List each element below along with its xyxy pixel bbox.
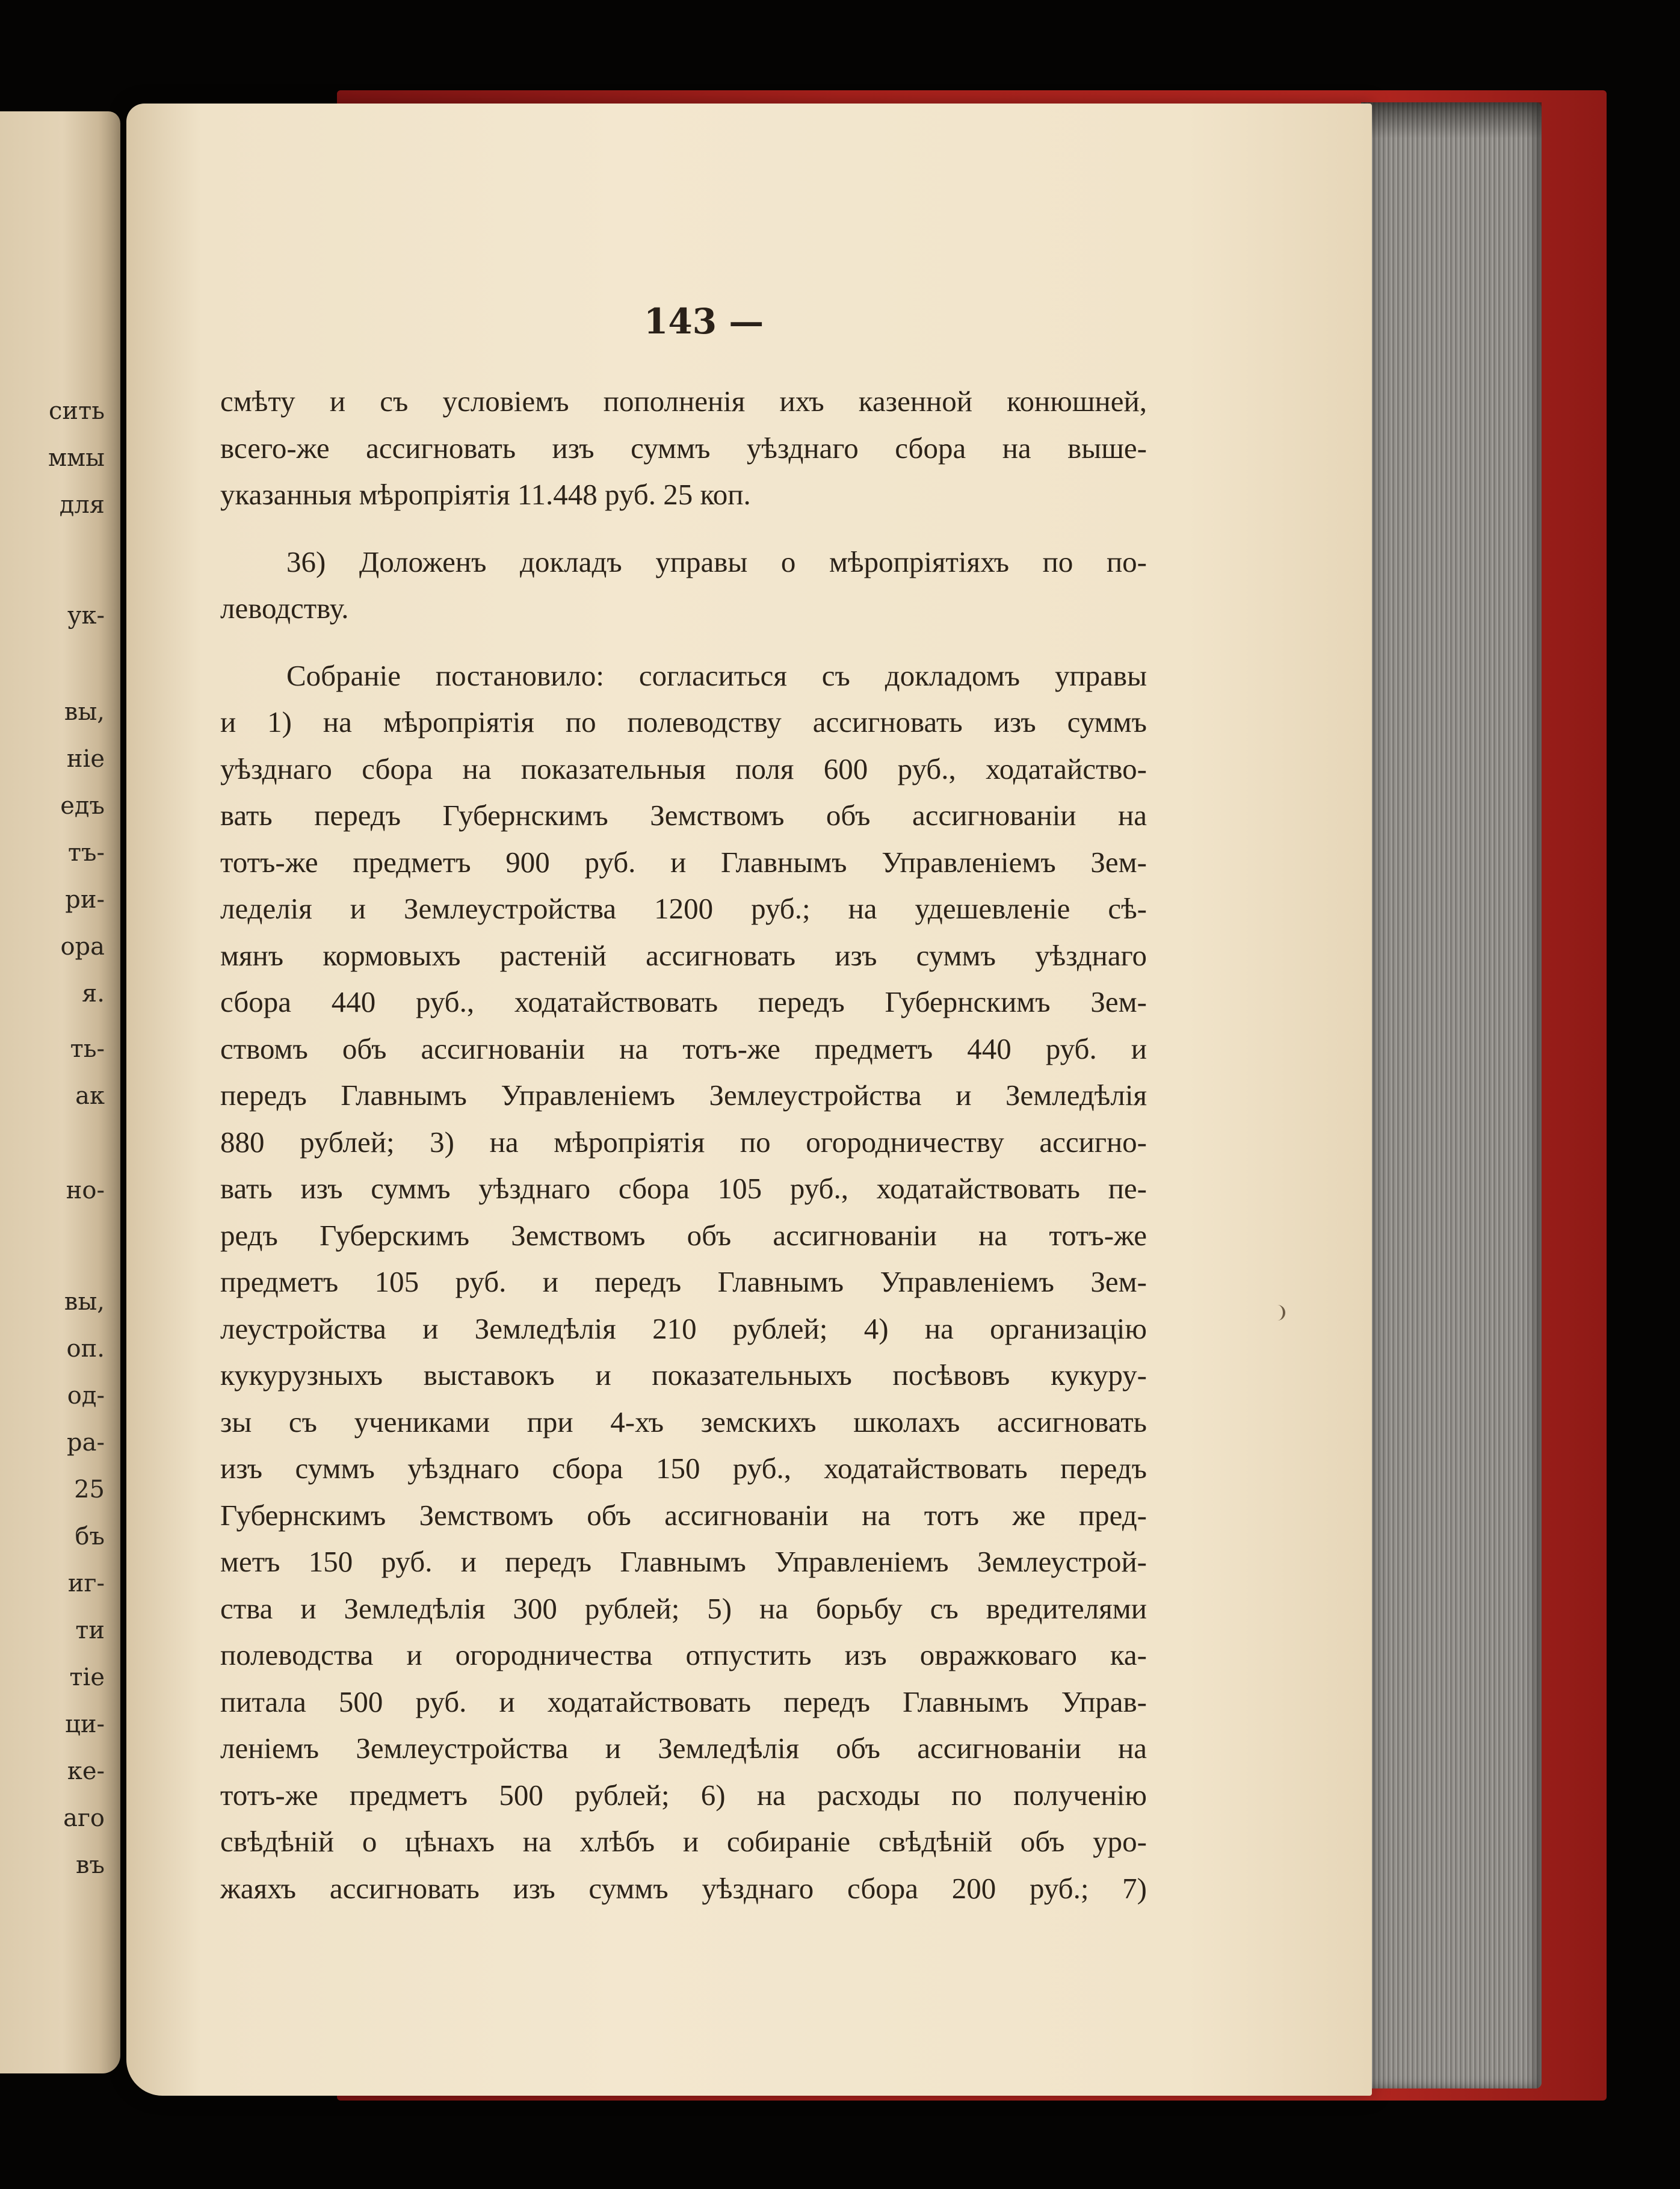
text-line: ствомъ объ ассигнованіи на тотъ-же предметъ 440 руб. и xyxy=(220,1032,1147,1065)
text-line: леводству. xyxy=(220,592,349,625)
previous-page-fragment: ри- xyxy=(65,886,105,914)
text-line: Собраніе постановило: согласиться съ докладомъ управы xyxy=(286,658,1147,692)
text-line: тотъ-же предметъ 500 рублей; 6) на расходы по полученію xyxy=(220,1778,1147,1812)
text-line: предметъ 105 руб. и передъ Главнымъ Управленіемъ Зем- xyxy=(220,1265,1147,1298)
text-line: леделія и Землеустройства 1200 руб.; на удешевленіе сѣ- xyxy=(220,892,1147,925)
text-line: метъ 150 руб. и передъ Главнымъ Управленіемъ Землеустрой- xyxy=(220,1545,1147,1578)
text-line: передъ Главнымъ Управленіемъ Землеустройства и Земледѣлія xyxy=(220,1079,1147,1112)
previous-page-fragment: ук- xyxy=(67,602,105,630)
page-number: 143 — xyxy=(644,301,764,342)
previous-page-fragment: ть- xyxy=(70,1035,105,1063)
text-line: мянъ кормовыхъ растеній ассигновать изъ суммъ уѣзднаго xyxy=(220,938,1147,972)
previous-page-fragment: вы, xyxy=(64,1288,105,1316)
previous-page-fragment: тъ- xyxy=(67,839,105,867)
text-line: 36) Доложенъ докладъ управы о мѣропріятіяхъ по по- xyxy=(286,545,1147,578)
previous-page-fragment: ра- xyxy=(67,1429,105,1457)
text-line: всего-же ассигновать изъ суммъ уѣзднаго сбора на выше- xyxy=(220,431,1147,465)
previous-page-fragment: вы, xyxy=(64,698,105,726)
text-line: свѣдѣній о цѣнахъ на хлѣбъ и собираніе свѣдѣній объ уро- xyxy=(220,1825,1147,1858)
page-edges xyxy=(1361,102,1542,2088)
previous-page-fragment: оп. xyxy=(66,1335,105,1363)
page-body xyxy=(220,378,1147,1912)
previous-page-fragment: аго xyxy=(63,1804,105,1832)
text-line: указанныя мѣропріятія 11.448 руб. 25 коп. xyxy=(220,478,751,511)
previous-page-fragment: для xyxy=(59,491,105,519)
text-line: кукурузныхъ выставокъ и показательныхъ посѣвовъ кукуру- xyxy=(220,1358,1147,1392)
text-line: изъ суммъ уѣзднаго сбора 150 руб., ходатайствовать передъ xyxy=(220,1452,1147,1485)
previous-page-fragment: ора xyxy=(60,933,105,961)
previous-page-fragment: но- xyxy=(66,1177,105,1204)
text-line: питала 500 руб. и ходатайствовать передъ Главнымъ Управ- xyxy=(220,1685,1147,1718)
text-line: сбора 440 руб., ходатайствовать передъ Губернскимъ Зем- xyxy=(220,985,1147,1018)
page-edges-shadow xyxy=(1361,102,1542,138)
text-line: ства и Земледѣлія 300 рублей; 5) на борьбу съ вредителями xyxy=(220,1591,1147,1625)
previous-page-fragment: бъ xyxy=(75,1523,105,1550)
previous-page-fragment: ніе xyxy=(66,745,105,773)
text-line: зы съ учениками при 4-хъ земскихъ школахъ ассигновать xyxy=(220,1405,1147,1438)
text-line: тотъ-же предметъ 900 руб. и Главнымъ Управленіемъ Зем- xyxy=(220,845,1147,879)
text-line: вать передъ Губернскимъ Земствомъ объ ассигнованіи на xyxy=(220,799,1147,832)
previous-page-fragment: ммы xyxy=(48,444,105,472)
text-line: Губернскимъ Земствомъ объ ассигнованіи на тотъ же пред- xyxy=(220,1498,1147,1532)
text-line: леніемъ Землеустройства и Земледѣлія объ ассигнованіи на xyxy=(220,1732,1147,1765)
previous-page-fragment: едъ xyxy=(60,792,105,820)
text-line: смѣту и съ условіемъ пополненія ихъ казенной конюшней, xyxy=(220,385,1147,418)
previous-page-fragment: од- xyxy=(67,1382,105,1410)
previous-page-fragment: иг- xyxy=(67,1570,105,1597)
previous-page-fragment: въ xyxy=(76,1851,105,1879)
previous-page-fragment: ци- xyxy=(65,1711,105,1738)
previous-page-fragment: сить xyxy=(49,397,105,425)
previous-page-fragment: ти xyxy=(75,1617,105,1644)
text-line: жаяхъ ассигновать изъ суммъ уѣзднаго сбора 200 руб.; 7) xyxy=(220,1871,1147,1905)
previous-page-fragment: я. xyxy=(82,980,105,1008)
text-line: вать изъ суммъ уѣзднаго сбора 105 руб., ходатайствовать пе- xyxy=(220,1172,1147,1205)
text-line: 880 рублей; 3) на мѣропріятія по огородничеству ассигно- xyxy=(220,1125,1147,1159)
text-line: редъ Губерскимъ Земствомъ объ ассигнованіи на тотъ-же xyxy=(220,1218,1147,1252)
text-line: уѣзднаго сбора на показательныя поля 600 руб., ходатайство- xyxy=(220,752,1147,785)
text-line: леустройства и Земледѣлія 210 рублей; 4) на организацію xyxy=(220,1311,1147,1345)
text-line: и 1) на мѣропріятія по полеводству ассигновать изъ суммъ xyxy=(220,705,1147,738)
text-line: полеводства и огородничества отпустить изъ овражковаго ка- xyxy=(220,1638,1147,1671)
previous-page-fragment: ак xyxy=(75,1082,105,1110)
previous-page-fragment: ке- xyxy=(67,1757,105,1785)
previous-page-fragment: 25 xyxy=(74,1476,105,1503)
previous-page xyxy=(0,111,120,2073)
previous-page-fragment: тіе xyxy=(69,1664,105,1691)
